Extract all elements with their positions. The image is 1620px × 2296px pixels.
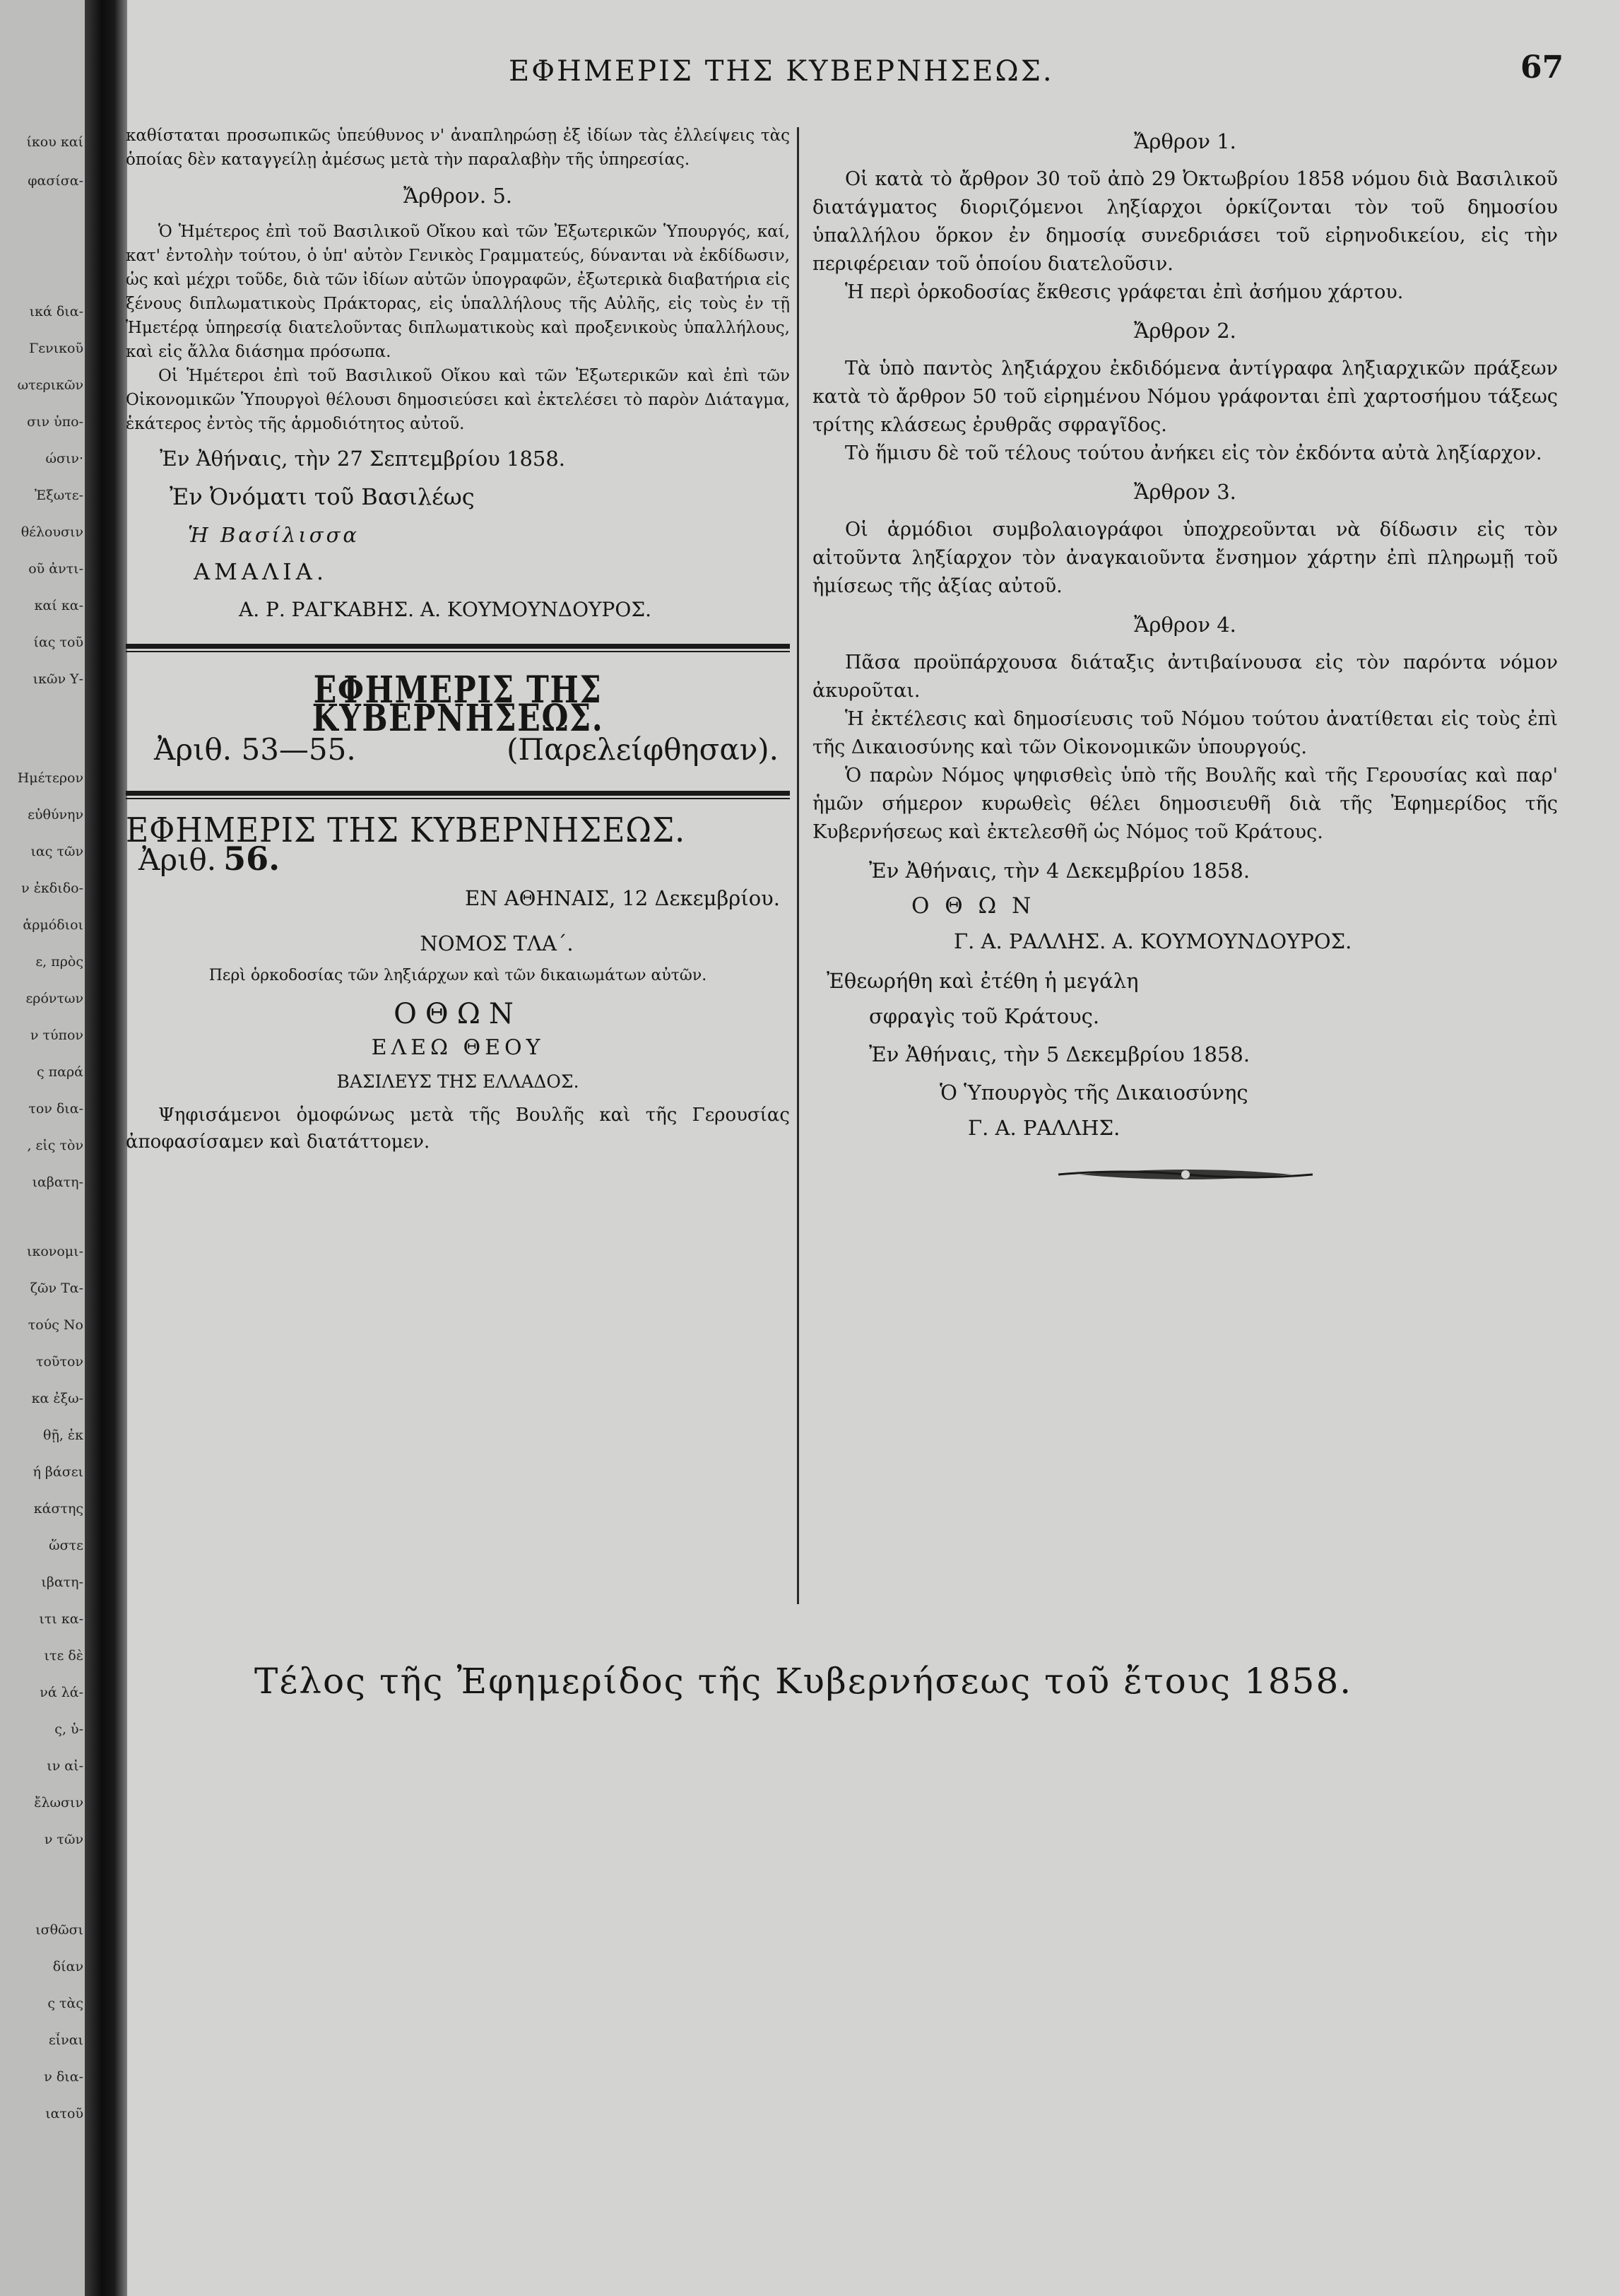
margin-fragment: ἔλωσιν	[34, 1795, 83, 1811]
minister-title: Ὁ Ὑπουργὸς τῆς Δικαιοσύνης	[940, 1081, 1248, 1105]
seal-note-1: Ἐθεωρήθη καὶ ἐτέθη ἡ μεγάλη	[827, 969, 1139, 993]
margin-fragment: τον δια-	[28, 1101, 83, 1117]
margin-fragment: ιτι κα-	[39, 1611, 83, 1627]
gazette-1-numbers: Ἀριθ. 53—55.	[154, 732, 356, 767]
margin-fragment: ς, ὑ-	[54, 1721, 83, 1737]
margin-fragment: ἁρμόδιοι	[23, 917, 83, 933]
margin-fragment: ισθῶσι	[35, 1922, 83, 1938]
margin-fragment: κάστης	[33, 1501, 83, 1517]
gazette-heading-1: ΕΦΗΜΕΡΙΣ ΤΗΣ ΚΥΒΕΡΝΗΣΕΩΣ.	[312, 669, 604, 740]
gazette-heading-2: ΕΦΗΜΕΡΙΣ ΤΗΣ ΚΥΒΕΡΝΗΣΕΩΣ.	[126, 811, 686, 850]
margin-fragment: ς τὰς	[47, 1996, 83, 2011]
section-rule-thick	[126, 644, 790, 649]
margin-fragment: δίαν	[52, 1959, 83, 1974]
margin-fragment: ιας τῶν	[30, 844, 83, 859]
margin-fragment: σιν ὑπο-	[27, 414, 83, 430]
article-3-paragraph-1: Οἱ ἁρμόδιοι συμβολαιογράφοι ὑποχρεοῦνται νὰ δίδωσιν εἰς τὸν αἰτοῦντα ληξίαρχον τὸν ἀναγκαιοῦντα ἔνσημον χάρτην ἐπὶ πληρωμῇ τοῦ ἡμίσεως τῆς ἀξίας αὐτοῦ.	[812, 519, 1558, 597]
margin-fragment: ικονομι-	[27, 1244, 83, 1259]
decree-preamble: Ψηφισάμενοι ὁμοφώνως μετὰ τῆς Βουλῆς καὶ τῆς Γερουσίας ἀποφασίσαμεν καὶ διατάττομεν.	[126, 1105, 790, 1153]
in-the-name-of-the-king: Ἐν Ὀνόματι τοῦ Βασιλέως	[170, 483, 475, 510]
article-1-title: Ἄρθρον 1.	[1134, 129, 1236, 153]
margin-fragment: , εἰς τὸν	[27, 1138, 83, 1153]
article-2-paragraph-2: Τὸ ἥμισυ δὲ τοῦ τέλους τούτου ἀνήκει εἰς τὸν ἐκδόντα αὐτὰ ληξίαρχον.	[845, 442, 1542, 464]
law-minister-signatures: Γ. Α. ΡΑΛΛΗΣ. Α. ΚΟΥΜΟΥΝΔΟΥΡΟΣ.	[954, 929, 1352, 953]
left-column	[126, 124, 790, 1155]
margin-fragment: ικά δια-	[29, 304, 83, 319]
article-1-paragraph-2: Ἡ περὶ ὁρκοδοσίας ἔκθεσις γράφεται ἐπὶ ἀσήμου χάρτου.	[845, 281, 1404, 303]
margin-fragment: ιαβατη-	[32, 1175, 83, 1190]
king-signature: Ο Θ Ω Ν	[911, 893, 1036, 919]
margin-fragment: οῦ ἀντι-	[28, 561, 83, 577]
margin-fragment: ιν αἰ-	[47, 1758, 83, 1774]
article-4-paragraph-2: Ἡ ἐκτέλεσις καὶ δημοσίευσις τοῦ Νόμου τούτου ἀνατίθεται εἰς τοὺς ἐπὶ τῆς Δικαιοσύνης καὶ τῶν Οἰκονομικῶν ὑπουργούς.	[812, 708, 1558, 758]
article-4-paragraph-3: Ὁ παρὼν Νόμος ψηφισθεὶς ὑπὸ τῆς Βουλῆς καὶ τῆς Γερουσίας καὶ παρ' ἡμῶν σήμερον κυρωθεὶς θέλει δημοσιευθῆ διὰ τῆς Ἐφημερίδος τῆς Κυβερνήσεως καὶ ἐκτελεσθῆ ὡς Νόμος τοῦ Κράτους.	[812, 765, 1558, 843]
minister-signatures: Α. Ρ. ΡΑΓΚΑΒΗΣ. Α. ΚΟΥΜΟΥΝΔΟΥΡΟΣ.	[239, 598, 652, 621]
article-4-title: Ἄρθρον 4.	[1134, 613, 1236, 637]
gazette-2-label: Ἀριθ.	[138, 842, 217, 877]
margin-fragment: ζῶν Τα-	[30, 1281, 83, 1296]
margin-fragment: φασίσα-	[28, 173, 83, 189]
margin-fragment: Ἐξωτε-	[35, 488, 83, 503]
law-subject: Περὶ ὁρκοδοσίας τῶν ληξιάρχων καὶ τῶν δικαιωμάτων αὐτῶν.	[208, 967, 707, 984]
margin-fragment: θῇ, ἐκ	[43, 1427, 83, 1443]
margin-fragment: νά λά-	[40, 1685, 83, 1700]
margin-fragment: τοῦτον	[35, 1354, 83, 1370]
margin-fragment: ς παρά	[37, 1064, 83, 1080]
section-rule-thin	[126, 651, 790, 652]
minister-name: Γ. Α. ΡΑΛΛΗΣ.	[968, 1116, 1121, 1140]
margin-fragment: ή βάσει	[32, 1464, 83, 1480]
margin-fragment: ίας τοῦ	[33, 635, 83, 650]
law-title: ΝΟΜΟΣ ΤΛΑ΄.	[420, 931, 574, 955]
page-header: ΕΦΗΜΕΡΙΣ ΤΗΣ ΚΥΒΕΡΝΗΣΕΩΣ.	[509, 55, 1054, 88]
seal-note-2: σφραγὶς τοῦ Κράτους.	[869, 1004, 1100, 1028]
margin-fragment: ιατοῦ	[45, 2106, 83, 2121]
gazette-dateline: ΕΝ ΑΘΗΝΑΙΣ, 12 Δεκεμβρίου.	[464, 886, 780, 910]
margin-fragment: κα ἐξω-	[31, 1391, 83, 1406]
article-5-title: Ἄρθρον. 5.	[403, 184, 513, 208]
law-date: Ἐν Ἀθήναις, τὴν 4 Δεκεμβρίου 1858.	[869, 859, 1251, 883]
margin-fragment: ιβατη-	[41, 1574, 83, 1590]
margin-fragment: ε, πρὸς	[35, 954, 83, 970]
continuation-text: καθίσταται προσωπικῶς ὑπεύθυνος ν' ἀναπληρώσῃ ἐξ ἰδίων τὰς ἐλλείψεις τὰς ὁποίας δὲν καταγγείλῃ ἀμέσως μετὰ τὴν παραλαβὴν τῆς ὑπηρεσίας.	[126, 126, 790, 169]
margin-fragment: θέλουσιν	[20, 524, 83, 540]
article-5-paragraph-1: Ὁ Ἡμέτερος ἐπὶ τοῦ Βασιλικοῦ Οἴκου καὶ τῶν Ἐξωτερικῶν Ὑπουργός, καί, κατ' ἐντολὴν τούτου, ὁ ὑπ' αὐτὸν Γενικὸς Γραμματεύς, δύνανται νὰ ἐκδίδωσιν, ὡς καὶ μέχρι τοῦδε, διὰ τῶν ἰδίων αὐτῶν ὑπογραφῶν, ἐξωτερικὰ διαβατήρια εἰς ξένους διπλωματικοὺς Πράκτορας, εἰς ὑπαλλήλους τῆς Αὐλῆς, εἰς τοὺς ἐν τῇ Ἡμετέρᾳ ὑπηρεσίᾳ διατελοῦντας διπλωματικοὺς καὶ προξενικοὺς ὑπαλλήλους, καὶ εἰς ἄλλα διάσημα πρόσωπα.	[126, 223, 790, 361]
margin-fragment: ν ἐκδιδο-	[21, 881, 83, 896]
margin-fragment: ιτε δὲ	[44, 1648, 83, 1664]
right-column	[812, 127, 1558, 1191]
article-4-paragraph-1: Πᾶσα προϋπάρχουσα διάταξις ἀντιβαίνουσα εἰς τὸν παρόντα νόμον ἀκυροῦται.	[812, 652, 1558, 702]
gazette-1-numbers-line	[126, 732, 790, 781]
page-number: 67	[1520, 49, 1564, 86]
section-rule-thin-2	[126, 798, 790, 799]
gazette-2-number: 56.	[223, 840, 280, 878]
queen-label: Ἡ Βασίλισσα	[188, 523, 360, 547]
margin-fragment: ερόντων	[25, 991, 83, 1006]
king-of-greece: ΒΑΣΙΛΕΥΣ ΤΗΣ ΕΛΛΑΔΟΣ.	[336, 1071, 579, 1092]
margin-fragment: ν τῶν	[44, 1832, 83, 1847]
article-5-paragraph-2: Οἱ Ἡμέτεροι ἐπὶ τοῦ Βασιλικοῦ Οἴκου καὶ τῶν Ἐξωτερικῶν καὶ ἐπὶ τῶν Οἰκονομικῶν Ὑπουργοὶ θέλουσι δημοσιεύσει καὶ ἐκτελέσει τὸ παρὸν Διάταγμα, ἑκάτερος ἐντὸς τῆς ἁρμοδιότητος αὐτοῦ.	[126, 367, 790, 433]
margin-fragment: Γενικοῦ	[29, 341, 83, 356]
margin-fragment: τούς Νο	[28, 1317, 83, 1333]
decree-date: Ἐν Ἀθήναις, τὴν 27 Σεπτεμβρίου 1858.	[160, 447, 566, 471]
gazette-1-note: (Παρελείφθησαν).	[507, 732, 779, 767]
margin-fragment: εὐθύνην	[28, 807, 83, 823]
previous-page-strip	[0, 0, 85, 2296]
by-grace-of-god: ΕΛΕΩ ΘΕΟΥ	[371, 1035, 545, 1060]
queen-signature: ΑΜΑΛΙΑ.	[194, 558, 329, 585]
article-2-title: Ἄρθρον 2.	[1134, 319, 1236, 343]
margin-fragment: ικῶν Υ-	[32, 671, 83, 687]
article-3-title: Ἄρθρον 3.	[1134, 480, 1236, 504]
column-divider	[797, 127, 799, 1604]
king-name: ΟΘΩΝ	[394, 998, 522, 1030]
margin-fragment: ίκου καί	[26, 134, 83, 150]
article-1-paragraph-1: Οἱ κατὰ τὸ ἄρθρον 30 τοῦ ἀπὸ 29 Ὀκτωβρίου 1858 νόμου διὰ Βασιλικοῦ διατάγματος διοριζόμενοι ληξίαρχοι ὁρκίζονται τὸν τοῦ δημοσίου ὑπαλλήλου ὅρκον ἐν δημοσίᾳ συνεδριάσει τοῦ εἰρηνοδικείου, εἰς τὴν περιφέρειαν τοῦ ὁποίου διατελοῦσιν.	[812, 168, 1558, 275]
margin-fragment: ωτερικῶν	[17, 377, 83, 393]
margin-fragment: καί κα-	[34, 598, 83, 613]
margin-fragment: ν τύπον	[30, 1028, 83, 1043]
margin-fragment: ὥστε	[49, 1538, 83, 1553]
margin-fragment: Ημέτερον	[17, 770, 83, 786]
margin-fragment: ν δια-	[44, 2069, 83, 2085]
section-rule-thick-2	[126, 791, 790, 796]
article-2-paragraph-1: Τὰ ὑπὸ παντὸς ληξιάρχου ἐκδιδόμενα ἀντίγραφα ληξιαρχικῶν πράξεων κατὰ τὸ ἄρθρον 50 τοῦ εἰρημένου Νόμου γράφονται ἐπὶ χαρτοσήμου τάξεως τρίτης κλάσεως ἐρυθρᾶς σφραγῖδος.	[812, 358, 1558, 436]
gazette-footer: Τέλος τῆς Ἐφημερίδος τῆς Κυβερνήσεως τοῦ ἔτους 1858.	[254, 1661, 1353, 1702]
fleuron-ornament	[812, 1163, 1558, 1191]
margin-fragment: ώσιν·	[45, 451, 83, 466]
margin-fragment: εἶναι	[48, 2032, 83, 2048]
book-gutter	[85, 0, 127, 2296]
seal-date: Ἐν Ἀθήναις, τὴν 5 Δεκεμβρίου 1858.	[869, 1042, 1251, 1066]
